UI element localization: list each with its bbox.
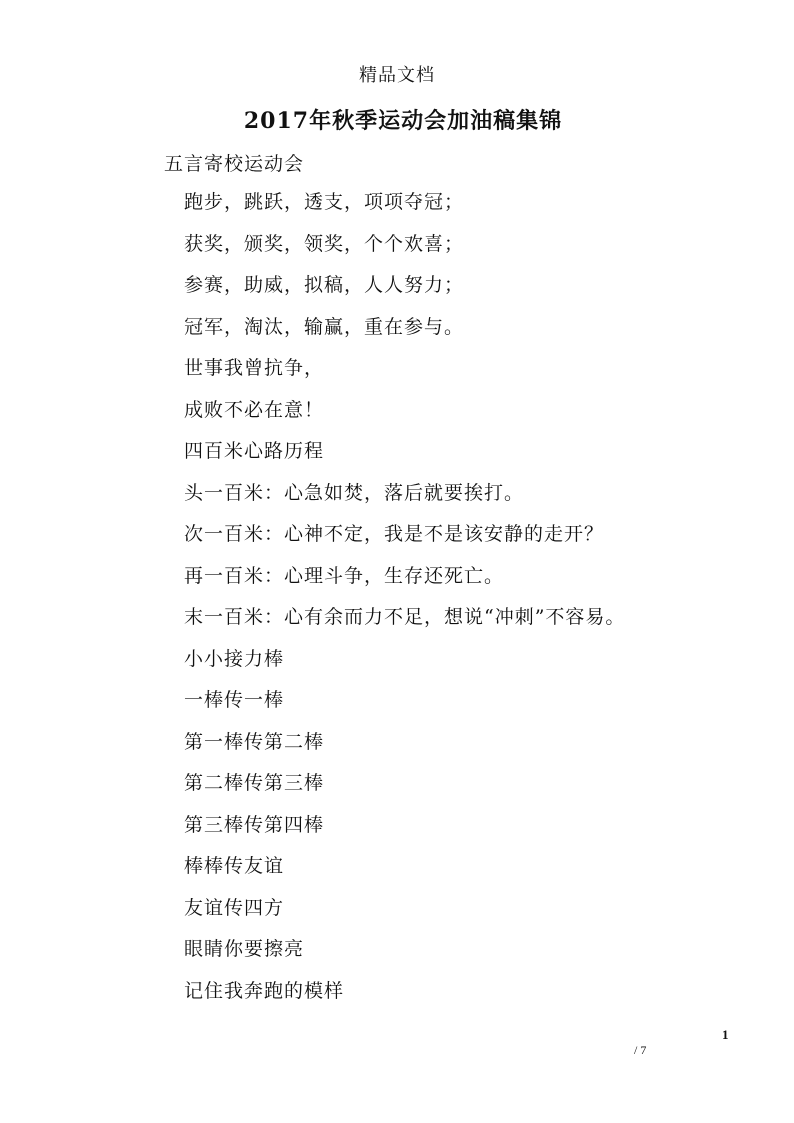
poem-line: 眼睛你要擦亮 — [184, 938, 305, 960]
poem-line: 四百米心路历程 — [184, 440, 325, 462]
poem-line: 第一棒传第二棒 — [184, 730, 325, 753]
document-title: 2017年秋季运动会加油稿集锦 — [243, 108, 563, 134]
poem-line: 世事我曾抗争， — [184, 357, 325, 379]
poem-line: 第三棒传第四棒 — [184, 813, 325, 836]
poem-line: 参赛，助威，拟稿，人人努力； — [184, 274, 465, 296]
poem-line: 次一百米：心神不定，我是不是该安静的走开？ — [184, 523, 605, 545]
poem-subtitle: 五言寄校运动会 — [164, 153, 305, 175]
poem-line: 跑步，跳跃，透支，项项夺冠； — [184, 191, 465, 213]
poem-line: 成败不必在意！ — [184, 398, 325, 421]
page-total: / 7 — [634, 1043, 647, 1057]
poem-line: 棒棒传友谊 — [184, 855, 285, 877]
poem-line: 一棒传一棒 — [184, 689, 285, 711]
poem-line: 末一百米：心有余而力不足，想说“冲刺”不容易。 — [184, 606, 626, 628]
poem-line: 友谊传四方 — [184, 896, 285, 919]
page-number: 1 — [722, 1027, 729, 1042]
document-header: 精品文档 — [359, 65, 435, 86]
poem-line: 冠军，淘汰，输赢，重在参与。 — [184, 315, 465, 338]
poem-line: 再一百米：心理斗争，生存还死亡。 — [184, 564, 505, 587]
poem-line: 头一百米：心急如焚，落后就要挨打。 — [184, 481, 525, 504]
poem-lines — [184, 190, 625, 1020]
poem-line: 第二棒传第三棒 — [184, 772, 325, 794]
poem-line: 小小接力棒 — [184, 647, 285, 670]
poem-line: 记住我奔跑的模样 — [184, 979, 345, 1002]
poem-line: 获奖，颁奖，领奖，个个欢喜； — [184, 232, 465, 255]
